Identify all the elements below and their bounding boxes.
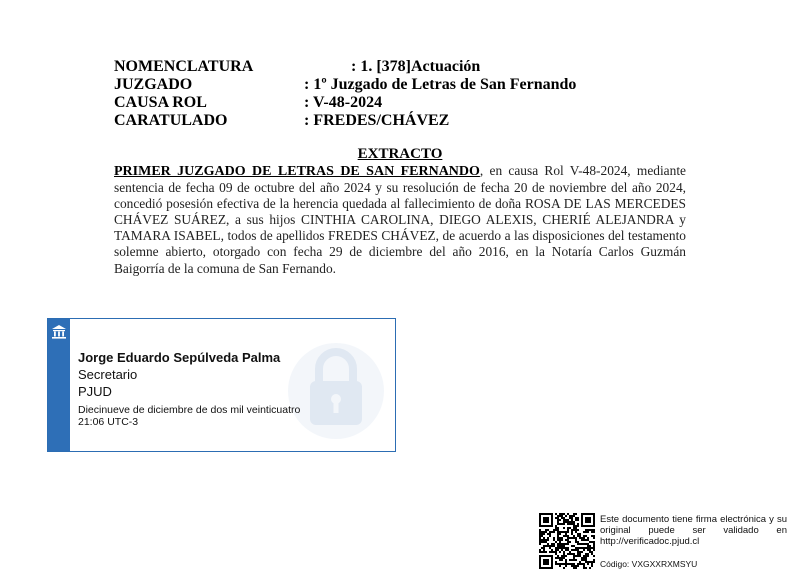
signature-date-text: Diecinueve de diciembre de dos mil veinticuatro xyxy=(78,404,301,416)
nomenclatura-value: : 1. [378]Actuación xyxy=(351,58,481,75)
lock-icon xyxy=(286,323,386,449)
signer-role: Secretario xyxy=(78,367,138,382)
caratulado-value: : FREDES/CHÁVEZ xyxy=(304,112,450,129)
institution-icon xyxy=(51,324,67,340)
signature-date xyxy=(78,404,300,428)
caratulado-label: CARATULADO xyxy=(114,112,228,129)
causa-label: CAUSA ROL xyxy=(114,94,207,111)
nomenclatura-label: NOMENCLATURA xyxy=(114,58,254,75)
signature-time-text: 21:06 UTC-3 xyxy=(78,416,139,428)
verification-code: Código: VXGXXRXMSYU xyxy=(600,559,698,569)
juzgado-value: : 1º Juzgado de Letras de San Fernando xyxy=(304,76,577,93)
juzgado-label: JUZGADO xyxy=(114,76,193,93)
signer-name: Jorge Eduardo Sepúlveda Palma xyxy=(78,350,281,365)
verification-notice: Este documento tiene firma electrónica y su original puede ser validado en http://verificadoc.pjud.cl xyxy=(600,514,787,547)
causa-value: : V-48-2024 xyxy=(304,94,383,111)
extracto-text: , en causa Rol V-48-2024, mediante sentencia de fecha 09 de octubre del año 2024 y su resolución de fecha 20 de noviembre del año 2024, concedió posesión efectiva de la herencia quedada al fallecimiento de doña ROSA DE LAS MERCEDES CHÁVEZ SUÁREZ, a sus hijos CINTHIA CAROLINA, DIEGO ALEXIS, CHERIÉ ALEJANDRA y TAMARA ISABEL, todos de apellidos FREDES CHÁVEZ, de acuerdo a las disposiciones del testamento solemne abierto, otorgado con fecha 29 de diciembre del año 2016, en la Notaría Carlos Guzmán Baigorría de la comuna de San Fernando. xyxy=(114,163,686,276)
signature-details xyxy=(78,349,300,428)
court-name: PRIMER JUZGADO DE LETRAS DE SAN FERNANDO xyxy=(114,164,480,179)
electronic-signature-box xyxy=(47,318,396,452)
extracto-body xyxy=(114,163,686,277)
signature-stripe xyxy=(48,319,70,451)
qr-code xyxy=(539,513,595,569)
extracto-title: EXTRACTO xyxy=(357,146,443,162)
signer-organization: PJUD xyxy=(78,384,112,399)
